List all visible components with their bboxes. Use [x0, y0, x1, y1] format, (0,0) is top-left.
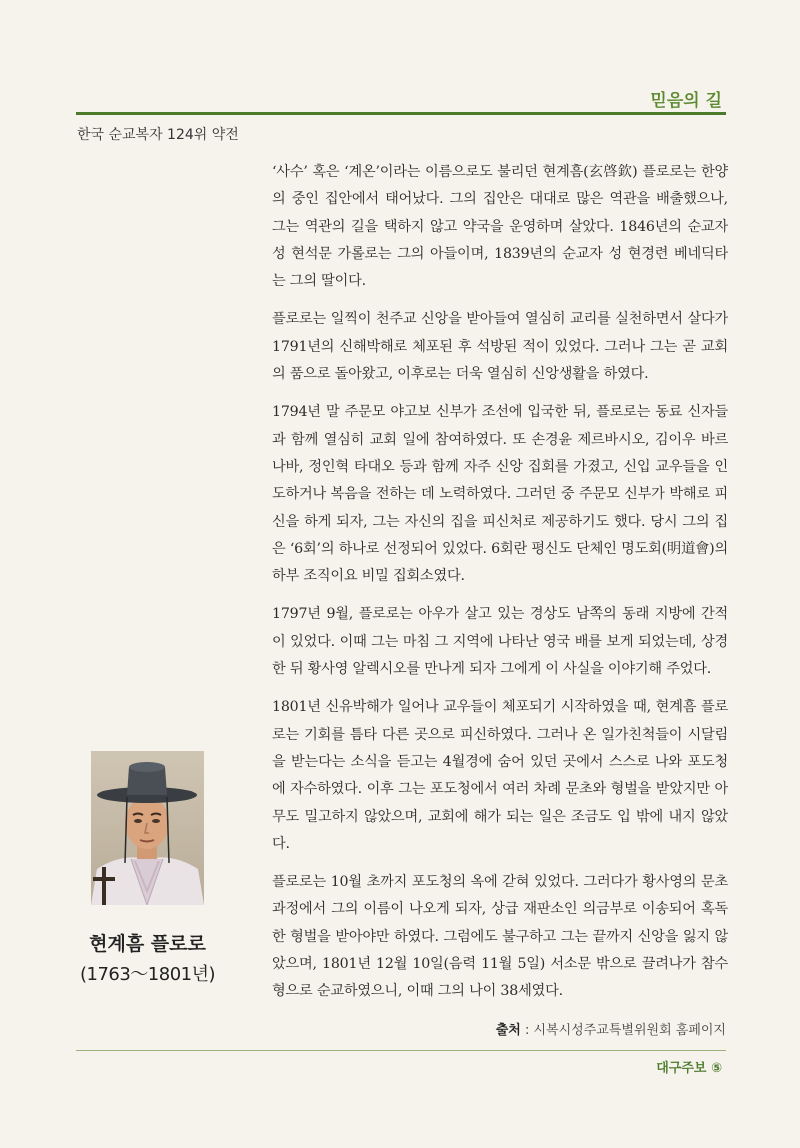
paragraph-1: ‘사수’ 혹은 ‘계온’이라는 이름으로도 불리던 현계흠(玄啓欽) 플로로는 한양의 중인 집안에서 태어났다. 그의 집안은 대대로 많은 역관을 배출했으나, 그는 역관의 길을 택하지 않고 약국을 운영하며 살았다. 1846년의 순교자 성 현석문 가롤로는 그의 아들이며, 1839년의 순교자 성 현경련 베네딕타는 그의 딸이다. [272, 164, 728, 290]
section-title: 믿음의 길 [650, 91, 722, 111]
source-text: : 시복시성주교특별위원회 홈페이지 [520, 1023, 726, 1038]
source-label: 출처 [495, 1023, 521, 1038]
paragraph-2: 플로로는 일찍이 천주교 신앙을 받아들여 열심히 교리를 실천하면서 살다가 1791년의 신해박해로 체포된 후 석방된 적이 있었다. 그러나 그는 곧 교회의 품으로 돌아왔고, 이후로는 더욱 열심히 신앙생활을 하였다. [272, 311, 728, 383]
paragraph-3: 1794년 말 주문모 야고보 신부가 조선에 입국한 뒤, 플로로는 동료 신자들과 함께 열심히 교회 일에 참여하였다. 또 손경윤 제르바시오, 김이우 바르나바, 정인혁 타대오 등과 함께 자주 신앙 집회를 가졌고, 신입 교우들을 인도하거나 복음을 전하는 데 노력하였다. 그러던 중 주문모 신부가 박해로 피신을 하게 되자, 그는 자신의 집을 피신처로 제공하기도 했다. 당시 그의 집은 ‘6회’의 하나로 선정되어 있었다. 6회란 평신도 단체인 명도회(明道會)의 하부 조직이요 비밀 집회소였다. [272, 404, 728, 585]
footer-divider [76, 1050, 726, 1051]
header-divider [76, 112, 726, 115]
footer-page-label: 대구주보 ⑤ [656, 1061, 722, 1076]
article-body [272, 159, 728, 1017]
paragraph-5: 1801년 신유박해가 일어나 교우들이 체포되기 시작하였을 때, 현계흠 플로로는 기회를 틈타 다른 곳으로 피신하였다. 그러나 온 일가친척들이 시달림을 받는다는 소식을 듣고는 4월경에 숨어 있던 곳에서 스스로 나와 포도청에 자수하였다. 이후 그는 포도청에서 여러 차례 문초와 형벌을 받았지만 아무도 밀고하지 않았으며, 교회에 해가 되는 일은 조금도 입 밖에 내지 않았다. [272, 699, 728, 852]
paragraph-6: 플로로는 10월 초까지 포도청의 옥에 갇혀 있었다. 그러다가 황사영의 문초 과정에서 그의 이름이 나오게 되자, 상급 재판소인 의금부로 이송되어 혹독한 형벌을 받아야만 하였다. 그럼에도 불구하고 그는 끝까지 신앙을 잃지 않았으며, 1801년 12월 10일(음력 11월 5일) 서소문 밖으로 끌려나가 참수형으로 순교하였으니, 이때 그의 나이 38세였다. [272, 874, 728, 1000]
portrait-years: (1763～1801년) [79, 964, 216, 985]
source-credit [496, 1019, 726, 1038]
martyr-portrait [91, 751, 204, 905]
paragraph-4: 1797년 9월, 플로로는 아우가 살고 있는 경상도 남쪽의 동래 지방에 간적이 있었다. 이때 그는 마침 그 지역에 나타난 영국 배를 보게 되었는데, 상경한 뒤 황사영 알렉시오를 만나게 되자 그에게 이 사실을 이야기해 주었다. [272, 606, 728, 678]
page-subtitle: 한국 순교복자 124위 약전 [77, 127, 239, 143]
portrait-name: 현계흠 플로로 [89, 933, 206, 955]
